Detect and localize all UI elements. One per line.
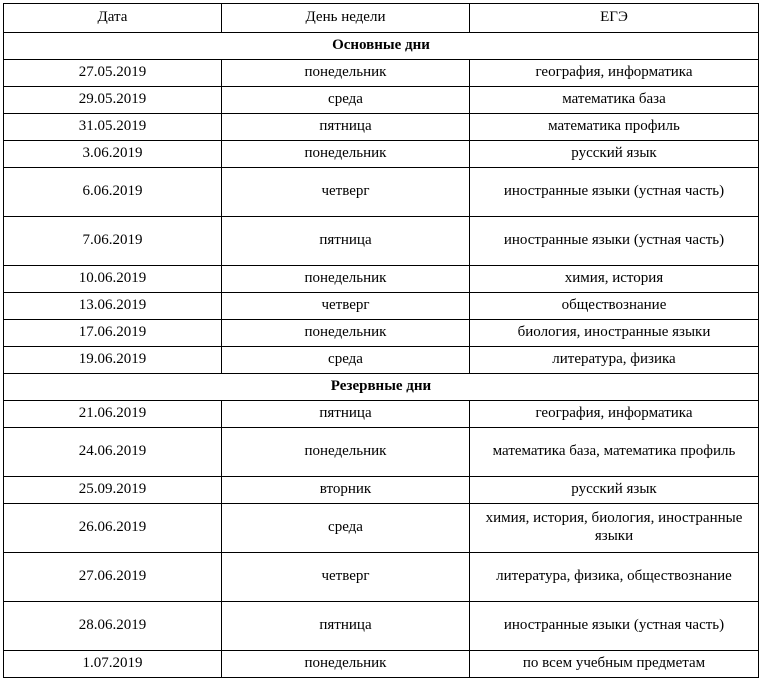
table-row (4, 293, 759, 320)
cell-exam-text: иностранные языки (устная часть) (503, 232, 725, 249)
cell-exam (470, 87, 759, 114)
cell-weekday: вторник (222, 477, 470, 504)
cell-exam-text: химия, история (564, 270, 664, 287)
cell-exam (470, 114, 759, 141)
cell-exam-text: иностранные языки (устная часть) (503, 183, 725, 200)
table-row (4, 651, 759, 678)
cell-weekday: пятница (222, 401, 470, 428)
table-header-row (4, 4, 759, 33)
cell-exam-text: география, информатика (535, 64, 693, 81)
table-row (4, 401, 759, 428)
column-header-exam: ЕГЭ (470, 4, 759, 33)
cell-exam (470, 217, 759, 266)
table-row (4, 114, 759, 141)
cell-date: 27.06.2019 (4, 553, 222, 602)
cell-weekday: среда (222, 347, 470, 374)
cell-exam-text: иностранные языки (устная часть) (503, 617, 725, 634)
table-section-row (4, 374, 759, 401)
cell-date: 3.06.2019 (4, 141, 222, 168)
cell-date: 26.06.2019 (4, 504, 222, 553)
cell-date: 31.05.2019 (4, 114, 222, 141)
cell-exam-text: литература, физика (552, 351, 676, 368)
cell-exam-text: биология, иностранные языки (517, 324, 711, 341)
cell-weekday: понедельник (222, 428, 470, 477)
cell-exam (470, 168, 759, 217)
cell-exam-text: русский язык (571, 481, 657, 498)
cell-weekday: понедельник (222, 141, 470, 168)
cell-weekday: понедельник (222, 320, 470, 347)
cell-date: 17.06.2019 (4, 320, 222, 347)
cell-exam (470, 60, 759, 87)
column-header-date: Дата (4, 4, 222, 33)
cell-exam-text: математика база, математика профиль (492, 443, 736, 460)
cell-weekday: четверг (222, 168, 470, 217)
table-row (4, 168, 759, 217)
cell-exam-text: русский язык (571, 145, 657, 162)
cell-exam (470, 504, 759, 553)
cell-exam (470, 347, 759, 374)
cell-exam-text: математика профиль (548, 118, 680, 135)
cell-weekday: четверг (222, 293, 470, 320)
section-title: Резервные дни (4, 374, 759, 401)
cell-exam-text: литература, физика, обществознание (496, 568, 732, 585)
table-row (4, 320, 759, 347)
table-row (4, 347, 759, 374)
cell-date: 6.06.2019 (4, 168, 222, 217)
cell-weekday: понедельник (222, 266, 470, 293)
cell-exam-text: химия, история, биология, иностранные языки (485, 510, 743, 544)
column-header-weekday: День недели (222, 4, 470, 33)
table-row (4, 87, 759, 114)
cell-exam (470, 477, 759, 504)
cell-exam (470, 141, 759, 168)
cell-weekday: пятница (222, 602, 470, 651)
table-row (4, 217, 759, 266)
cell-date: 21.06.2019 (4, 401, 222, 428)
table-row (4, 428, 759, 477)
cell-date: 10.06.2019 (4, 266, 222, 293)
cell-exam (470, 602, 759, 651)
table-row (4, 602, 759, 651)
cell-weekday: четверг (222, 553, 470, 602)
cell-exam-text: по всем учебным предметам (522, 655, 706, 672)
section-title: Основные дни (4, 33, 759, 60)
cell-date: 7.06.2019 (4, 217, 222, 266)
cell-date: 13.06.2019 (4, 293, 222, 320)
cell-exam (470, 293, 759, 320)
table-header (4, 4, 759, 33)
cell-date: 27.05.2019 (4, 60, 222, 87)
cell-exam-text: математика база (562, 91, 666, 108)
table-row (4, 266, 759, 293)
cell-exam (470, 401, 759, 428)
cell-date: 1.07.2019 (4, 651, 222, 678)
cell-date: 29.05.2019 (4, 87, 222, 114)
cell-date: 25.09.2019 (4, 477, 222, 504)
cell-exam (470, 428, 759, 477)
cell-exam-text: география, информатика (535, 405, 693, 422)
exam-schedule-table (3, 3, 759, 678)
cell-exam (470, 651, 759, 678)
cell-weekday: среда (222, 87, 470, 114)
cell-exam (470, 266, 759, 293)
cell-exam (470, 320, 759, 347)
table-row (4, 477, 759, 504)
cell-weekday: пятница (222, 114, 470, 141)
table-row (4, 504, 759, 553)
cell-date: 24.06.2019 (4, 428, 222, 477)
table-row (4, 60, 759, 87)
cell-exam-text: обществознание (561, 297, 667, 314)
table-row (4, 141, 759, 168)
cell-weekday: понедельник (222, 651, 470, 678)
cell-date: 28.06.2019 (4, 602, 222, 651)
cell-date: 19.06.2019 (4, 347, 222, 374)
document-page (0, 3, 761, 672)
cell-weekday: пятница (222, 217, 470, 266)
table-section-row (4, 33, 759, 60)
cell-exam (470, 553, 759, 602)
cell-weekday: среда (222, 504, 470, 553)
cell-weekday: понедельник (222, 60, 470, 87)
table-row (4, 553, 759, 602)
